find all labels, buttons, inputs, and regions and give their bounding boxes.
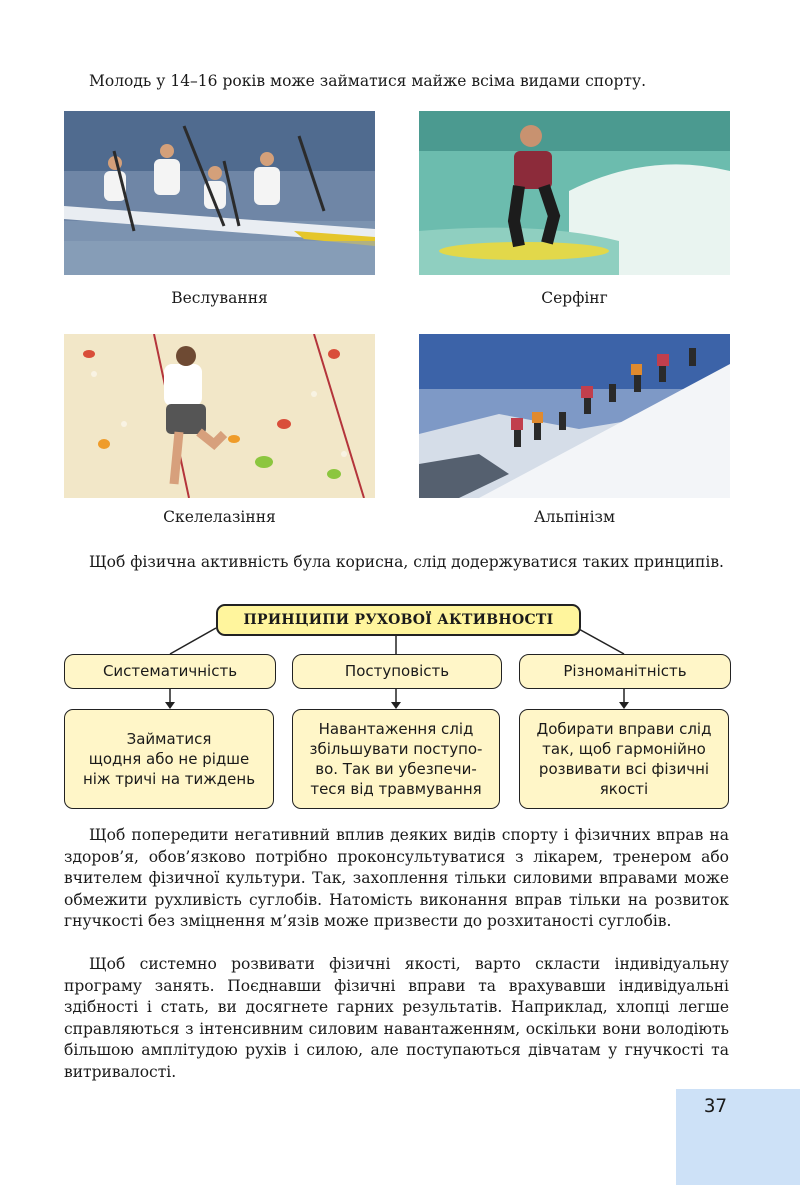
page-number: 37 [704,1095,727,1117]
description-line: во. Так ви убезпечи- [315,760,477,778]
surfing-photo [419,111,730,275]
description-gradual [292,709,500,809]
climbing-photo [64,334,375,498]
mountaineering-caption: Альпінізм [533,508,616,526]
paragraph-1: Щоб попередити негативний вплив деяких видів спорту і фізичних вправ на здоров’я, обов’язково потрібно проконсультуватися з лікарем, тренером або вчителем фізичної культури. Так, захоплення тільки силовими вправами може обмежити рухливість суглобів. Натомість виконання вправ тільки на розвиток гнучкості без зміцнення м’язів може призвести до розхитаності суглобів. [64,826,729,930]
description-line: збільшувати поступо- [309,740,483,758]
diagram-title: ПРИНЦИПИ РУХОВОЇ АКТИВНОСТІ [216,604,581,636]
principle-gradual: Поступовість [292,654,502,689]
rowing-photo [64,111,375,275]
climbing-caption: Скелелазіння [163,508,276,526]
description-line: Добирати вправи слід [536,720,712,738]
paragraph-2: Щоб системно розвивати фізичні якості, варто скласти індивідуальну програму занять. Поєднавши фізичні вправи та врахувавши індивідуальні здібності і стать, ви досягнете гарних результатів. Наприклад, хлопці легше справляються з інтенсивним силовим навантаженням, оскільки вони володіють більшою амплітудою рухів і силою, але поступаються дівчатам у гнучкості та витривалості. [64,955,729,1081]
description-line: Навантаження слід [318,720,474,738]
description-line: розвивати всі фізичні [538,760,710,778]
description-line: так, щоб гармонійно [542,740,706,758]
surfing-caption: Серфінг [541,289,608,307]
intro-text: Молодь у 14–16 років може займатися майже всіма видами спорту. [89,72,646,90]
principle-systematic: Систематичність [64,654,276,689]
description-line: Займатися [126,730,212,748]
description-line: ніж тричі на тиждень [82,770,256,788]
description-line: якості [599,780,649,798]
description-line: щодня або не рідше [88,750,250,768]
page-number-strip [676,1089,800,1185]
description-line: теся від травмування [310,780,482,798]
lead-paragraph: Щоб фізична активність була корисна, слід додержуватися таких принципів. [89,553,724,571]
rowing-caption: Веслування [171,289,268,307]
description-systematic [64,709,274,809]
principle-variety: Різноманітність [519,654,731,689]
mountaineering-photo [419,334,730,498]
description-variety [519,709,729,809]
